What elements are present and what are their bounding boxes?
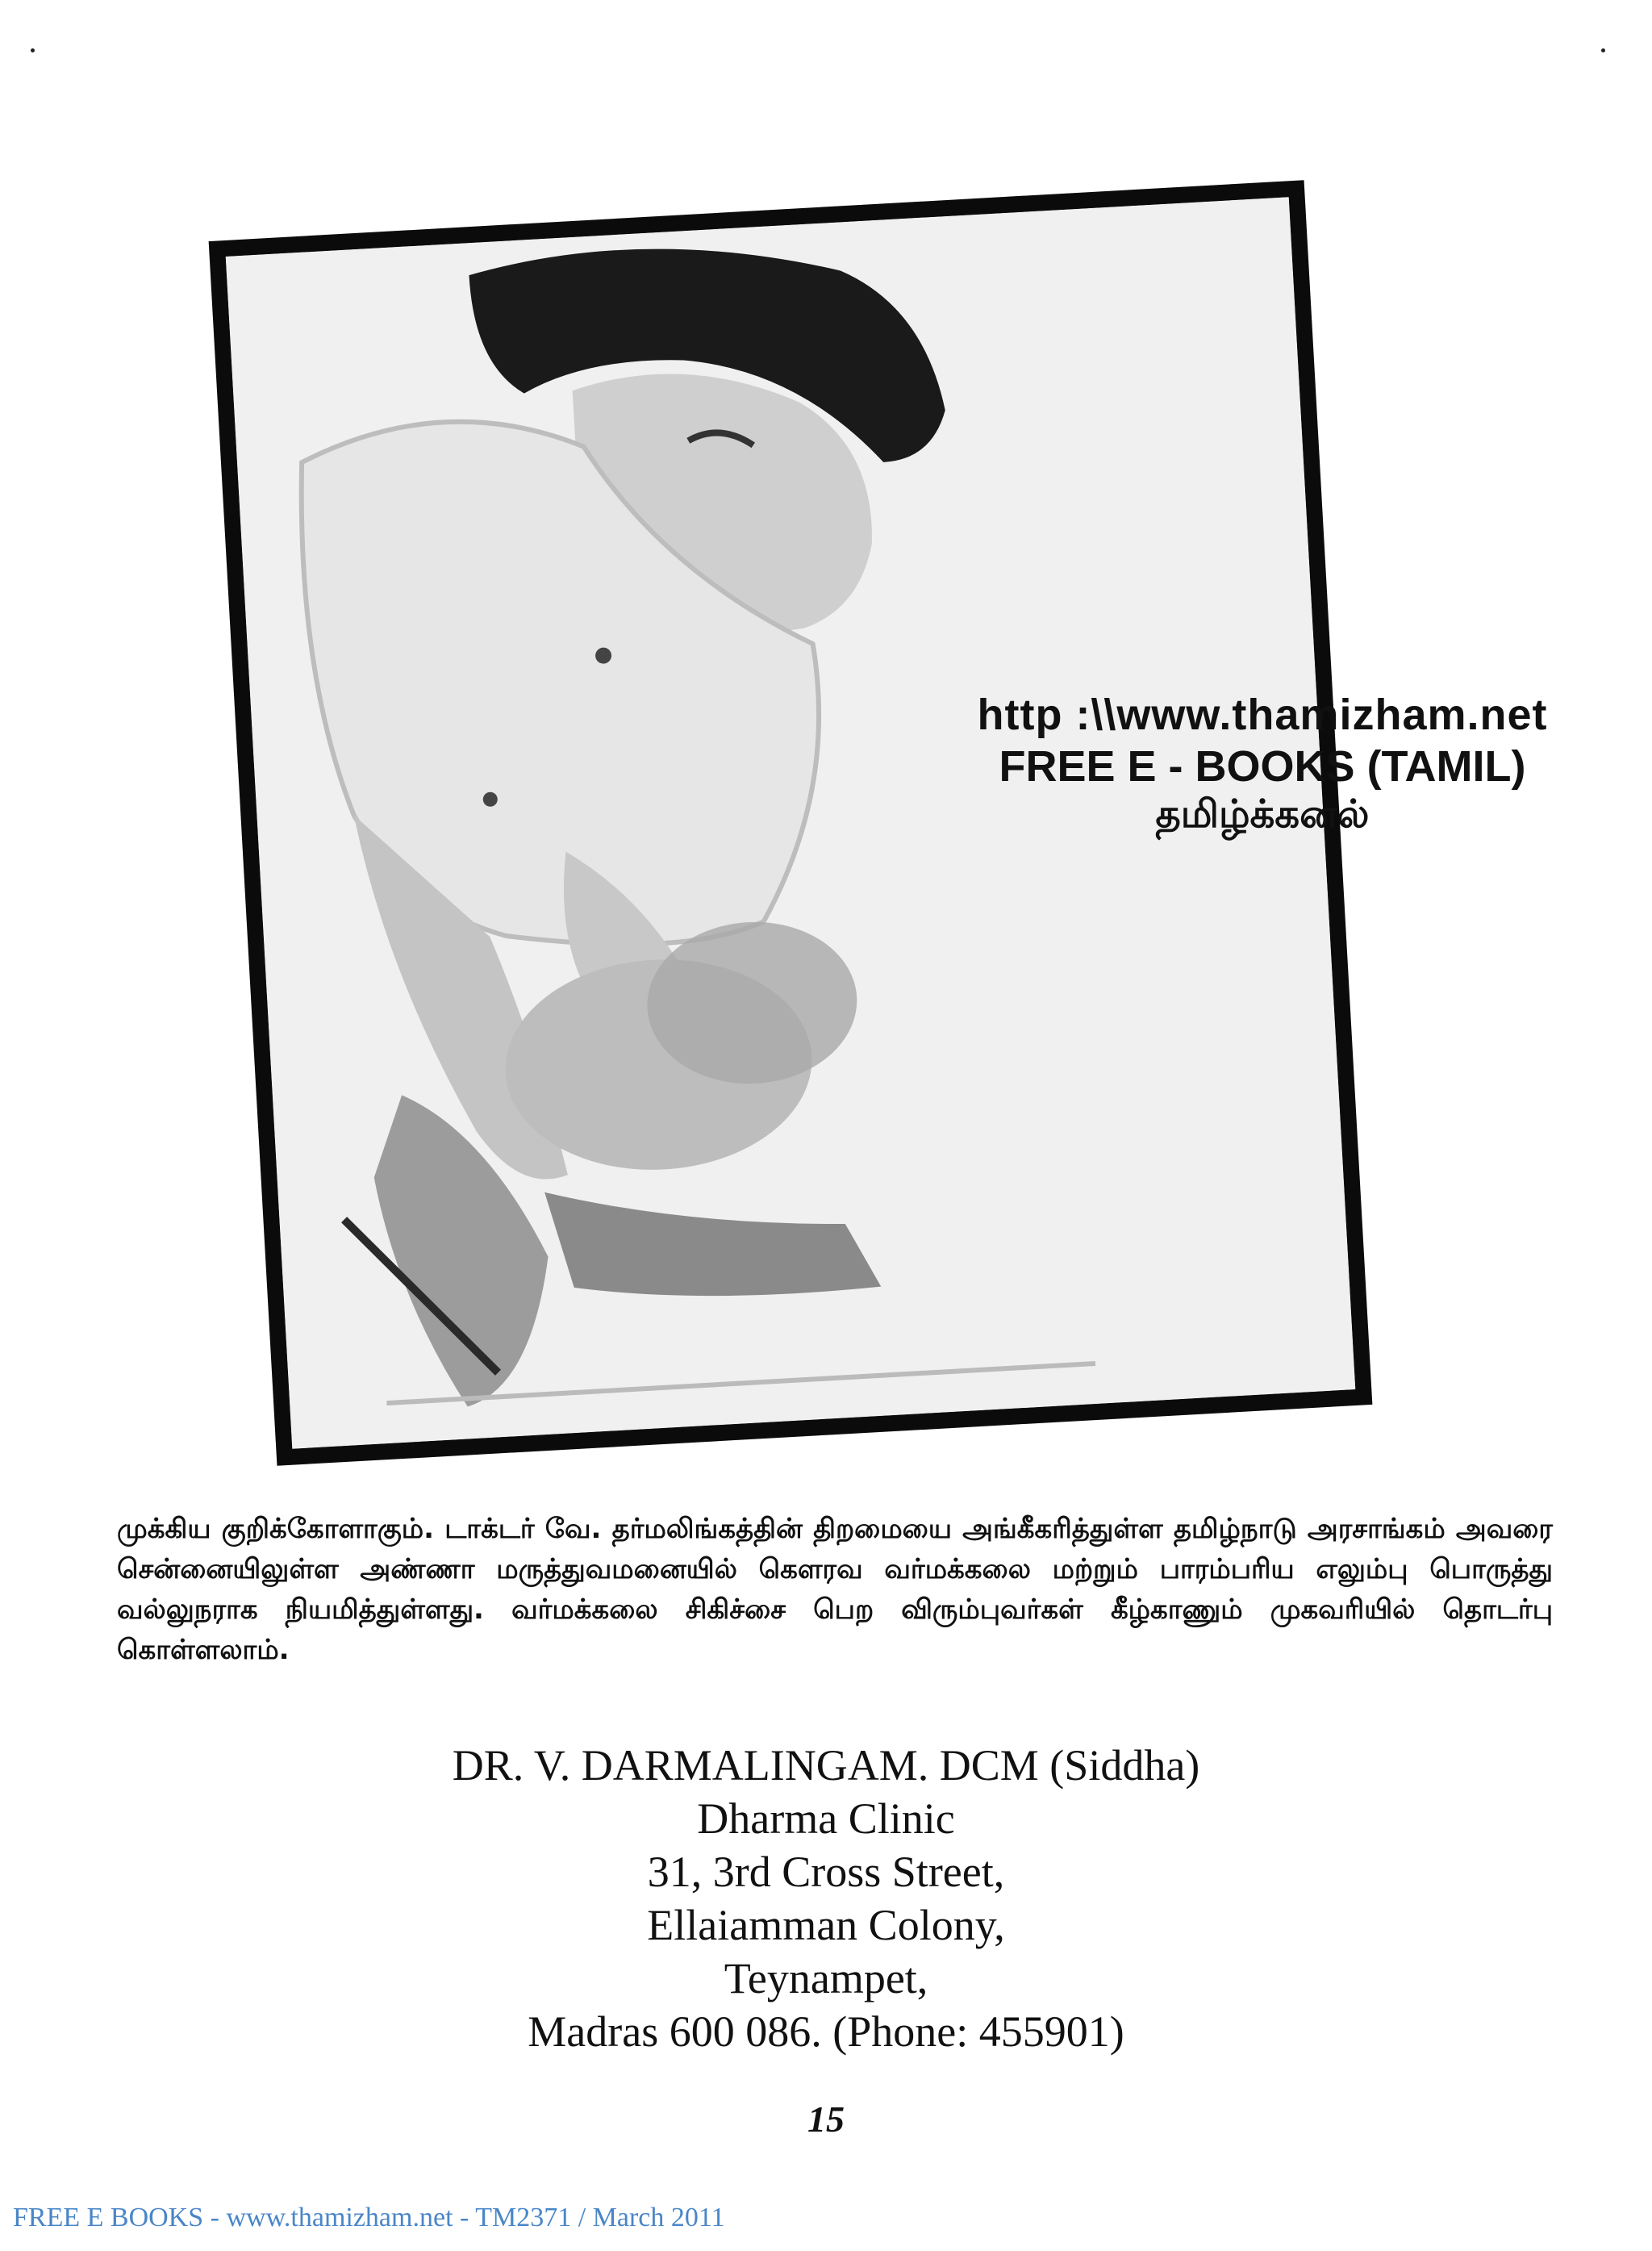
- stamp-tamil-name: தமிழ்க்கனல்: [1155, 793, 1370, 837]
- address-line-doctor: DR. V. DARMALINGAM. DCM (Siddha): [452, 1741, 1200, 1790]
- address-line-city-phone: Madras 600 086. (Phone: 455901): [528, 2007, 1124, 2056]
- footer-watermark: FREE E BOOKS - www.thamizham.net - TM2371 / March 2011: [13, 2203, 725, 2232]
- address-line-clinic: Dharma Clinic: [697, 1794, 955, 1843]
- stamp-url: http :\\www.thamizham.net: [977, 691, 1548, 739]
- watermark-stamp: [956, 690, 1569, 838]
- speck: [31, 48, 35, 52]
- address-line-street: 31, 3rd Cross Street,: [647, 1848, 1005, 1896]
- page-number: 15: [807, 2099, 845, 2140]
- address-line-colony: Ellaiamman Colony,: [647, 1901, 1005, 1949]
- body-paragraph: முக்கிய குறிக்கோளாகும். டாக்டர் வே. தர்மலிங்கத்தின் திறமையை அங்கீகரித்துள்ள தமிழ்நாடு அரசாங்கம் அவரை சென்னையிலுள்ள அண்ணா மருத்துவமனையில் கௌரவ வர்மக்கலை மற்றும் பாரம்பரிய எலும்பு பொருத்து வல்லுநராக நியமித்துள்ளது. வர்மக்கலை சிகிச்சை பெற விரும்புவர்கள் கீழ்காணும் முகவரியில் தொடர்பு கொள்ளலாம்.: [117, 1513, 1553, 1666]
- speck: [1601, 48, 1605, 52]
- stamp-free-books: FREE E - BOOKS (TAMIL): [999, 741, 1526, 791]
- address-line-area: Teynampet,: [724, 1954, 928, 2003]
- clinic-address: [0, 1739, 1652, 2058]
